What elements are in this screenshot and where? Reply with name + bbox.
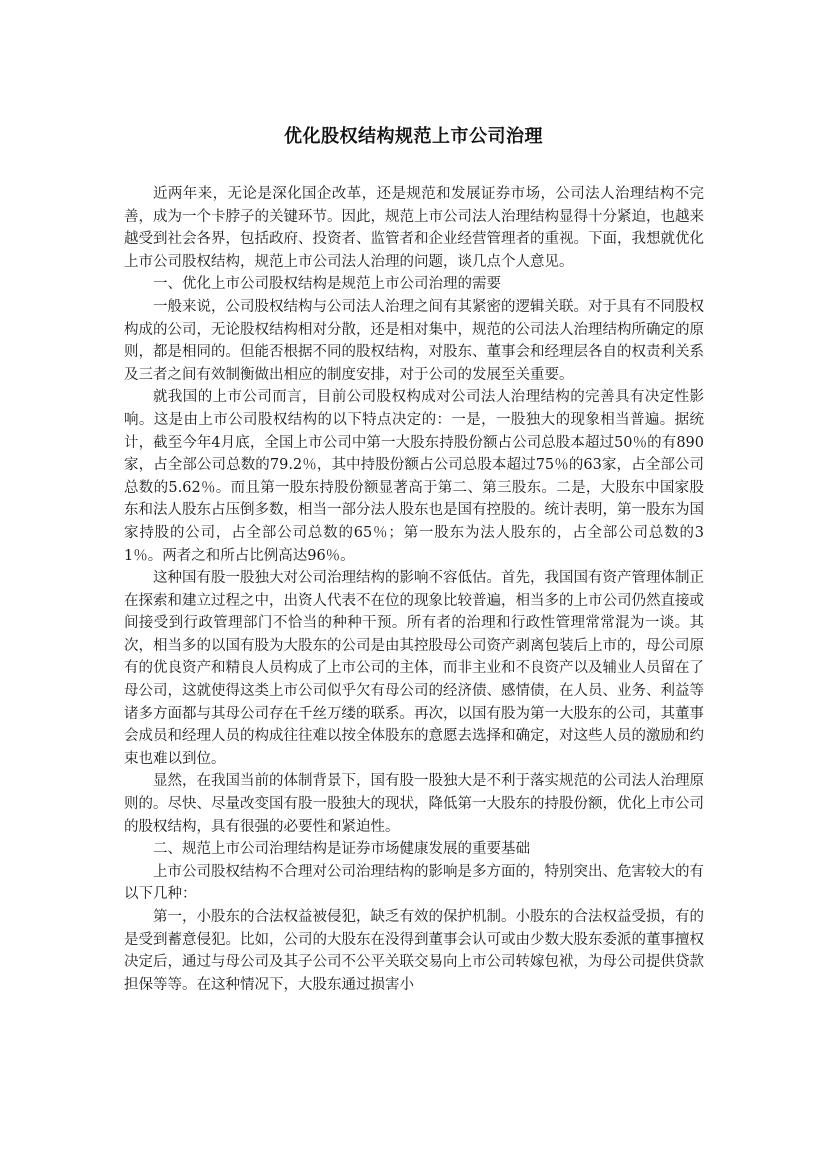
document-body: [124, 183, 704, 996]
document-title: 优化股权结构规范上市公司治理: [284, 126, 543, 148]
section-heading-1: 一、优化上市公司股权结构是规范上市公司治理的需要: [153, 276, 501, 293]
paragraph: 显然，在我国当前的体制背景下，国有股一股独大是不利于落实规范的公司法人治理原则的。尽快、尽量改变国有股一股独大的现状，降低第一大股东的持股份额，优化上市公司的股权结构，具有很强的必要性和紧迫性。: [124, 773, 704, 835]
paragraph: 这种国有股一股独大对公司治理结构的影响不容低估。首先，我国国有资产管理体制正在探索和建立过程之中，出资人代表不在位的现象比较普遍，相当多的上市公司仍然直接或间接受到行政管理部门不恰当的种种干预。所有者的治理和行政性管理常常混为一谈。其次，相当多的以国有股为大股东的公司是由其控股母公司资产剥离包装后上市的，母公司原有的优良资产和精良人员构成了上市公司的主体，而非主业和不良资产以及辅业人员留在了母公司，这就使得这类上市公司似乎欠有母公司的经济债、感情债，在人员、业务、利益等诸多方面都与其母公司存在千丝万缕的联系。再次，以国有股为第一大股东的公司，其董事会成员和经理人员的构成往往难以按全体股东的意愿去选择和确定，对这些人员的激励和约束也难以到位。: [124, 570, 704, 767]
paragraph-intro: 近两年来，无论是深化国企改革，还是规范和发展证券市场，公司法人治理结构不完善，成为一个卡脖子的关键环节。因此，规范上市公司法人治理结构显得十分紧迫，也越来越受到社会各界，包括政府、投资者、监管者和企业经营管理者的重视。下面，我想就优化上市公司股权结构，规范上市公司法人治理的问题，谈几点个人意见。: [124, 186, 704, 270]
paragraph: 上市公司股权结构不合理对公司治理结构的影响是多方面的，特别突出、危害较大的有以下几种：: [124, 863, 704, 903]
paragraph: 一般来说，公司股权结构与公司法人治理之间有其紧密的逻辑关联。对于具有不同股权构成的公司，无论股权结构相对分散，还是相对集中，规范的公司法人治理结构所确定的原则，都是相同的。但能否根据不同的股权结构，对股东、董事会和经理层各自的权责利关系及三者之间有效制衡做出相应的制度安排，对于公司的发展至关重要。: [124, 298, 704, 383]
paragraph: 就我国的上市公司而言，目前公司股权构成对公司法人治理结构的完善具有决定性影响。这是由上市公司股权结构的以下特点决定的：一是，一股独大的现象相当普遍。据统计，截至今年4月底，全国上市公司中第一大股东持股份额占公司总股本超过50％的有890家，占全部公司总数的79.2％，其中持股份额占公司总股本超过75％的63家，占全部公司总数的5.62％。而且第一股东持股份额显著高于第二、第三股东。二是，大股东中国家股东和法人股东占压倒多数，相当一部分法人股东也是国有控股的。统计表明，第一股东为国家持股的公司，占全部公司总数的65％；第一股东为法人股东的，占全部公司总数的31％。两者之和所占比例高达96％。: [124, 389, 704, 564]
section-heading-2: 二、规范上市公司治理结构是证券市场健康发展的重要基础: [153, 841, 530, 858]
paragraph: 第一，小股东的合法权益被侵犯，缺乏有效的保护机制。小股东的合法权益受损，有的是受到蓄意侵犯。比如，公司的大股东在没得到董事会认可或由少数大股东委派的董事擅权决定后，通过与母公司及其子公司不公平关联交易向上市公司转嫁包袱，为母公司提供贷款担保等等。在这种情况下，大股东通过损害小: [124, 909, 704, 993]
